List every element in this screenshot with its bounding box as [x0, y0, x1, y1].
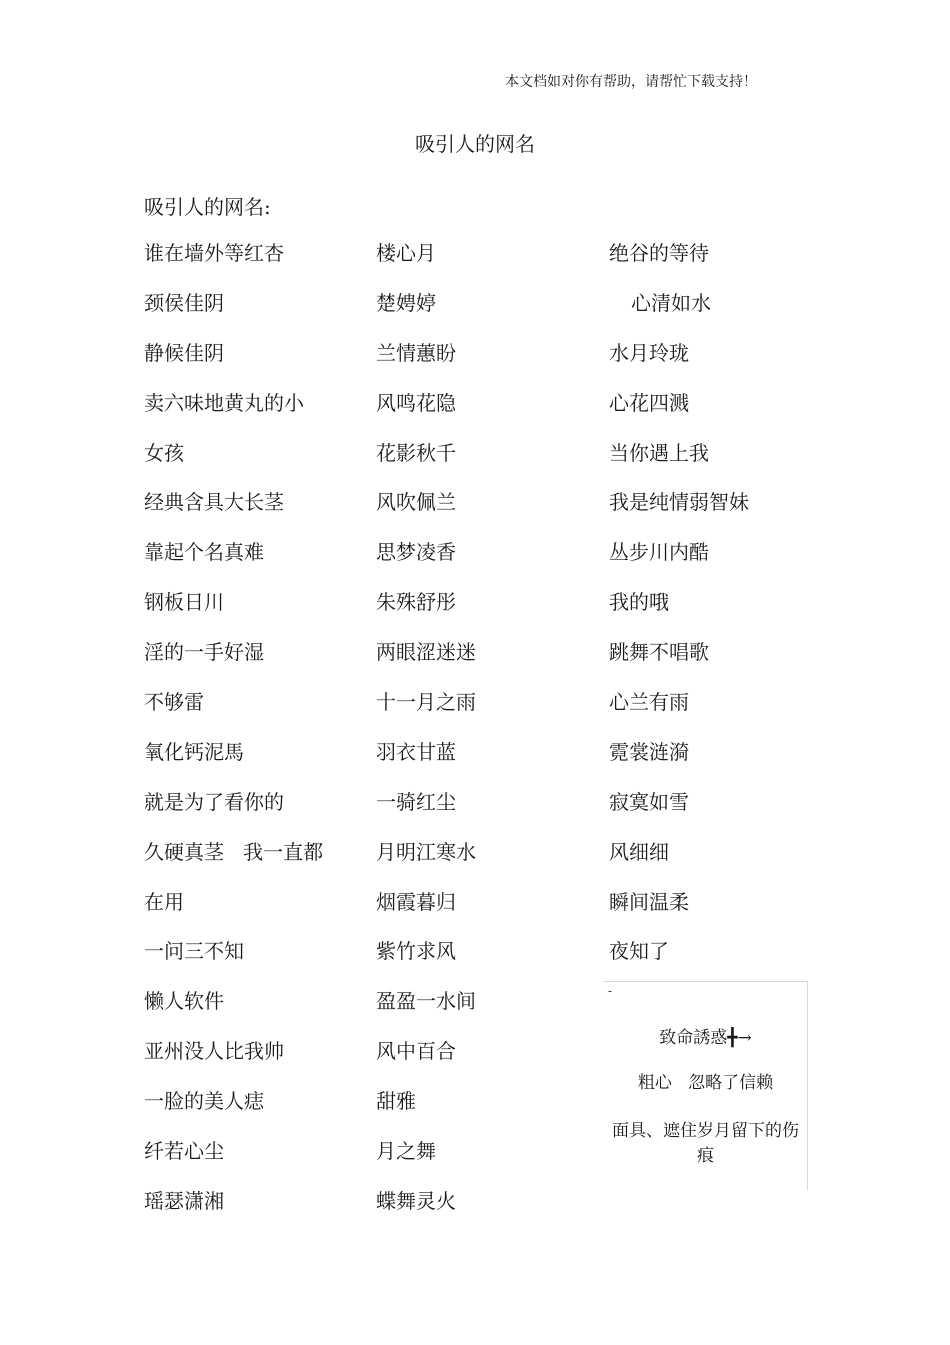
name-item: 丛步川内酷	[609, 540, 709, 565]
name-item: 思梦凌香	[376, 540, 456, 565]
name-item: 一骑红尘	[376, 789, 456, 814]
name-item: 楚娉婷	[376, 290, 436, 315]
name-item: 水月玲珑	[609, 340, 689, 365]
box-line: 致命誘惑╋→	[659, 1028, 752, 1048]
name-item: 兰情蕙盼	[376, 340, 456, 365]
name-item: 淫的一手好湿	[144, 640, 264, 665]
name-item: 当你遇上我	[609, 440, 709, 465]
name-item: 风吹佩兰	[376, 490, 456, 515]
box-mark: -	[608, 984, 613, 998]
name-item: 不够雷	[144, 690, 204, 715]
name-item: 我是纯情弱智妹	[609, 490, 749, 515]
box-line: 粗心 忽略了信赖	[637, 1073, 774, 1093]
name-item: 瑶瑟潇湘	[144, 1188, 224, 1213]
name-item: 风鸣花隐	[376, 390, 456, 415]
name-item: 氧化钙泥馬	[144, 739, 244, 764]
name-item: 蝶舞灵火	[376, 1188, 456, 1213]
name-item: 十一月之雨	[376, 690, 476, 715]
intro-heading: 吸引人的网名:	[144, 195, 271, 219]
name-item: 靠起个名真难	[144, 540, 264, 565]
header-note: 本文档如对你有帮助，请帮忙下载支持！	[505, 74, 757, 90]
name-column-2	[376, 241, 586, 1239]
name-item: 一问三不知	[144, 939, 244, 964]
name-item: 风中百合	[376, 1039, 456, 1064]
name-item: 久硬真茎 我一直都	[144, 839, 324, 864]
name-column-1	[144, 241, 354, 1239]
name-item: 颈侯佳阴	[144, 290, 224, 315]
name-item: 楼心月	[376, 241, 436, 265]
name-item: 瞬间温柔	[609, 889, 689, 914]
name-item: 风细细	[609, 839, 669, 864]
name-item: 纤若心尘	[144, 1139, 224, 1164]
name-item: 心兰有雨	[609, 690, 689, 715]
name-item: 盈盈一水间	[376, 989, 476, 1014]
name-item: 懒人软件	[144, 989, 224, 1014]
name-item: 夜知了	[609, 939, 669, 964]
name-column-3	[609, 241, 819, 989]
name-item: 我的哦	[609, 590, 669, 615]
name-item: 就是为了看你的	[144, 789, 284, 814]
name-item: 心清如水	[631, 290, 711, 315]
name-item: 卖六味地黄丸的小	[144, 390, 304, 415]
name-item: 亚州没人比我帅	[144, 1039, 284, 1064]
text-box	[604, 981, 808, 1190]
name-item: 在用	[144, 889, 184, 914]
name-item: 谁在墙外等红杏	[144, 241, 284, 265]
name-item: 霓裳涟漪	[609, 739, 689, 764]
name-item: 羽衣甘蓝	[376, 739, 456, 764]
name-item: 静候佳阴	[144, 340, 224, 365]
name-item: 跳舞不唱歌	[609, 640, 709, 665]
name-item: 花影秋千	[376, 440, 456, 465]
name-item: 心花四溅	[609, 390, 689, 415]
document-title: 吸引人的网名	[415, 132, 535, 156]
name-item: 寂寞如雪	[609, 789, 689, 814]
name-item: 月明江寒水	[376, 839, 476, 864]
name-item: 烟霞暮归	[376, 889, 456, 914]
name-item: 一脸的美人痣	[144, 1089, 264, 1114]
name-item: 紫竹求风	[376, 939, 456, 964]
name-item: 甜雅	[376, 1089, 416, 1114]
name-item: 两眼涩迷迷	[376, 640, 476, 665]
name-item: 朱殊舒彤	[376, 590, 456, 615]
name-item: 绝谷的等待	[609, 241, 709, 265]
box-line: 面具、遮住岁月留下的伤痕	[612, 1121, 799, 1166]
name-item: 经典含具大长茎	[144, 490, 284, 515]
name-item: 女孩	[144, 440, 184, 465]
name-item: 钢板日川	[144, 590, 224, 615]
name-item: 月之舞	[376, 1139, 436, 1164]
